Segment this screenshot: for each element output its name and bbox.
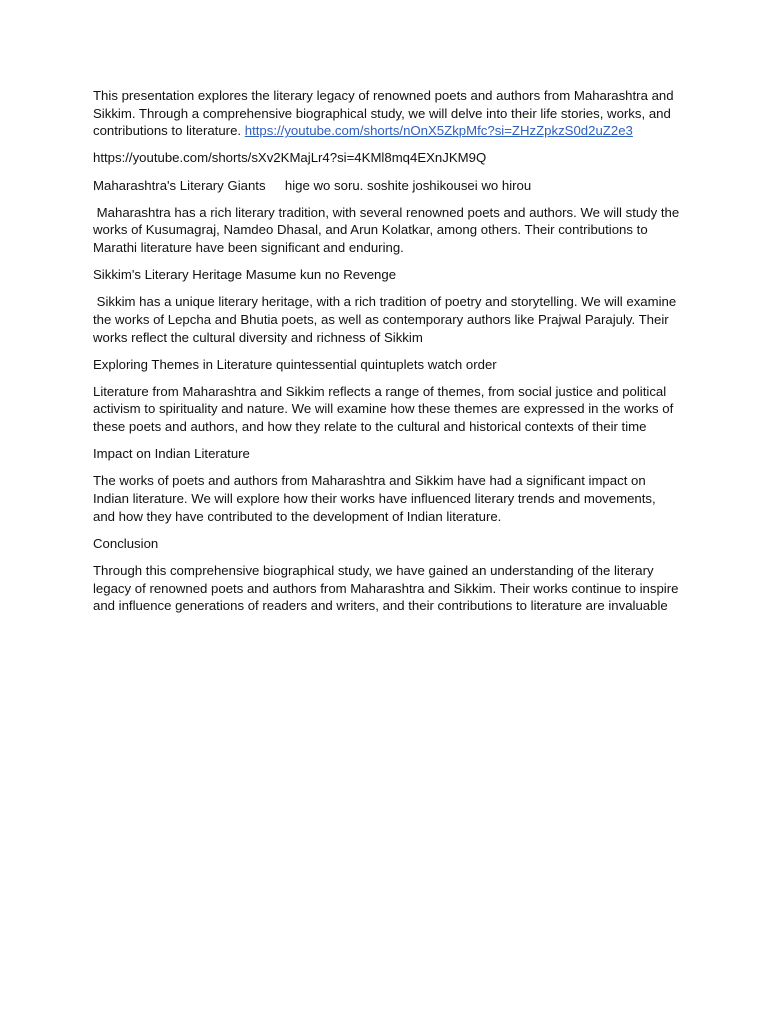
section-heading-conclusion: Conclusion (93, 535, 159, 551)
intro-text: This presentation explores the literary legacy of renowned poets and authors from Maharashtra and Sikkim. Through a comprehensive biographical study, we will delve into their life stories, works, and contributions to literature. (93, 88, 674, 139)
section-heading-sikkim (93, 266, 680, 284)
section-body-impact: The works of poets and authors from Maharashtra and Sikkim have had a significant impact on Indian literature. We will explore how their works have influenced literary trends and movements, and how they have contributed to the development of Indian literature. (93, 473, 656, 524)
section-body-maharashtra (93, 204, 680, 257)
section-heading-text: Exploring Themes in Literature (93, 356, 273, 372)
section-heading-impact: Impact on Indian Literature (93, 446, 250, 462)
section-heading-extra: hige wo soru. soshite joshikousei wo hirou (284, 177, 532, 193)
section-body-text: Maharashtra has a rich literary tradition, with several renowned poets and authors. We will study the works of Kusumagraj, Namdeo Dhasal, and Arun Kolatkar, among others. Their contributions to Marathi literature have been significant and enduring. (93, 204, 680, 255)
section-heading-maharashtra (93, 177, 680, 195)
section-body-sikkim (93, 293, 680, 346)
intro-paragraph (93, 87, 680, 140)
section-heading-text: Maharashtra's Literary Giants (93, 177, 266, 193)
section-heading-themes (93, 356, 680, 374)
section-body-themes: Literature from Maharashtra and Sikkim reflects a range of themes, from social justice and political activism to spirituality and nature. We will examine how these themes are expressed in the works of these poets and authors, and how they relate to the cultural and historical contexts of their time (93, 383, 674, 435)
section-heading-extra: quintessential quintuplets watch order (276, 356, 497, 372)
section-heading-text: Sikkim's Literary Heritage (93, 267, 243, 283)
section-heading-extra: Masume kun no Revenge (245, 267, 397, 283)
url-line: https://youtube.com/shorts/sXv2KMajLr4?si=4KMl8mq4EXnJKM9Q (93, 150, 487, 166)
intro-youtube-link[interactable]: https://youtube.com/shorts/nOnX5ZkpMfc?si=ZHzZpkzS0d2uZ2e3 (244, 123, 633, 139)
section-body-conclusion: Through this comprehensive biographical study, we have gained an understanding of the literary legacy of renowned poets and authors from Maharashtra and Sikkim. Their works continue to inspire and influence generations of readers and writers, and their contributions to literature are invaluable (93, 563, 679, 614)
section-body-text: Sikkim has a unique literary heritage, with a rich tradition of poetry and storytelling. We will examine the works of Lepcha and Bhutia poets, as well as contemporary authors like Prajwal Parajuly. Their works reflect the cultural diversity and richness of Sikkim (93, 294, 677, 345)
